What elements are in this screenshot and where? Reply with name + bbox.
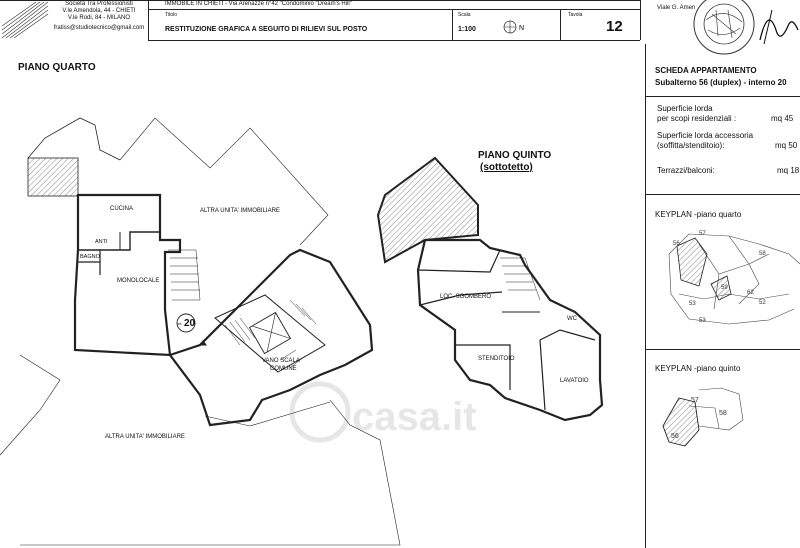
row1-label1: Superficie lorda [657, 104, 713, 113]
kp4-label-8: 53 [699, 318, 706, 324]
firm-line2: V.le Amendola, 44 - CHIETI [62, 8, 136, 14]
address-right: Viale G. Amen [657, 5, 696, 11]
kp4-label-7: 52 [759, 300, 766, 306]
sheet-subtitle: Subalterno 56 (duplex) - interno 20 [655, 78, 787, 87]
sheet-number: 12 [606, 18, 623, 35]
keyplan4-diagram [659, 224, 800, 336]
keyplan5-title: KEYPLAN -piano quinto [655, 364, 741, 373]
row3-label1: Terrazzi/balconi: [657, 166, 715, 175]
keyplan4-title: KEYPLAN -piano quarto [655, 210, 742, 219]
floor-plans [0, 44, 645, 548]
room-altra-bottom: ALTRA UNITA' IMMOBILIARE [105, 434, 185, 440]
room-bagno: BAGNO [80, 254, 100, 260]
watermark [292, 384, 477, 440]
firm-line3: V.le Rodi, 84 - MILANO [67, 15, 131, 21]
firm-info [52, 1, 146, 32]
right-panel [645, 44, 800, 548]
row2-label2: (soffitta/stenditoio): [657, 141, 725, 150]
firm-line1: Società Tra Professionisti [65, 1, 133, 7]
kp4-label-2: 57 [699, 231, 706, 237]
kp5-label-1: 57 [691, 397, 699, 404]
unit-prefix: int. [177, 321, 183, 326]
room-stenditoio: STENDITOIO [478, 356, 515, 362]
kp4-label-5: 59 [721, 285, 728, 291]
room-monolocale: MONOLOCALE [117, 278, 160, 284]
row2-label1: Superficie lorda accessoria [657, 131, 754, 140]
plan5-subtitle: (sottotetto) [480, 162, 533, 173]
room-wc: WC [567, 316, 577, 322]
scale-value: 1:100 [458, 26, 476, 33]
room-cucina: CUCINA [110, 206, 134, 212]
row3-value: mq 18 [777, 166, 800, 175]
room-vano-scala: VANO SCALA [262, 358, 300, 364]
kp4-label-6: 62 [747, 290, 754, 296]
room-altra-top: ALTRA UNITA' IMMOBILIARE [200, 208, 280, 214]
row1-label2: per scopi residenziali : [657, 114, 737, 123]
kp5-label-3: 56 [671, 433, 679, 440]
kp4-label-1: 56 [673, 241, 680, 247]
keyplan5-diagram [659, 380, 800, 460]
kp4-label-3: 58 [759, 251, 766, 257]
firm-email: fratiss@studiotecnico@gmail.com [53, 25, 145, 31]
north-letter: N [519, 25, 525, 32]
unit-number: 20 [184, 318, 196, 329]
kp4-label-4: 53 [689, 301, 696, 307]
property-text: IMMOBILE IN CHIETI - Via Arenazze n°42 "Condominio "Dream's Hill" [165, 1, 352, 7]
row1-value: mq 45 [771, 114, 794, 123]
sheet-label: Tavola [568, 12, 583, 18]
plan4-drawing [0, 118, 400, 545]
sheet-title: SCHEDA APPARTAMENTO [655, 66, 757, 75]
room-comune: COMUNE [270, 366, 297, 372]
plan4-title: PIANO QUARTO [18, 62, 96, 73]
firm-logo [0, 0, 50, 40]
room-sgombero: LOC. SGOMBERO [440, 294, 492, 300]
drawing-title: RESTITUZIONE GRAFICA A SEGUITO DI RILIEVI SUL POSTO [165, 26, 368, 33]
watermark-text: casa.it [352, 395, 477, 439]
title-label: Titolo [165, 12, 178, 18]
terrace-hatch [28, 158, 78, 196]
room-anti: ANTI [95, 239, 108, 245]
kp5-label-2: 58 [719, 410, 727, 417]
room-lavatoio: LAVATOIO [560, 378, 589, 384]
north-arrow-icon [500, 18, 530, 36]
title-block [0, 0, 800, 44]
plan5-title: PIANO QUINTO [478, 150, 552, 161]
row2-value: mq 50 [775, 141, 798, 150]
scale-label: Scala [458, 12, 471, 18]
